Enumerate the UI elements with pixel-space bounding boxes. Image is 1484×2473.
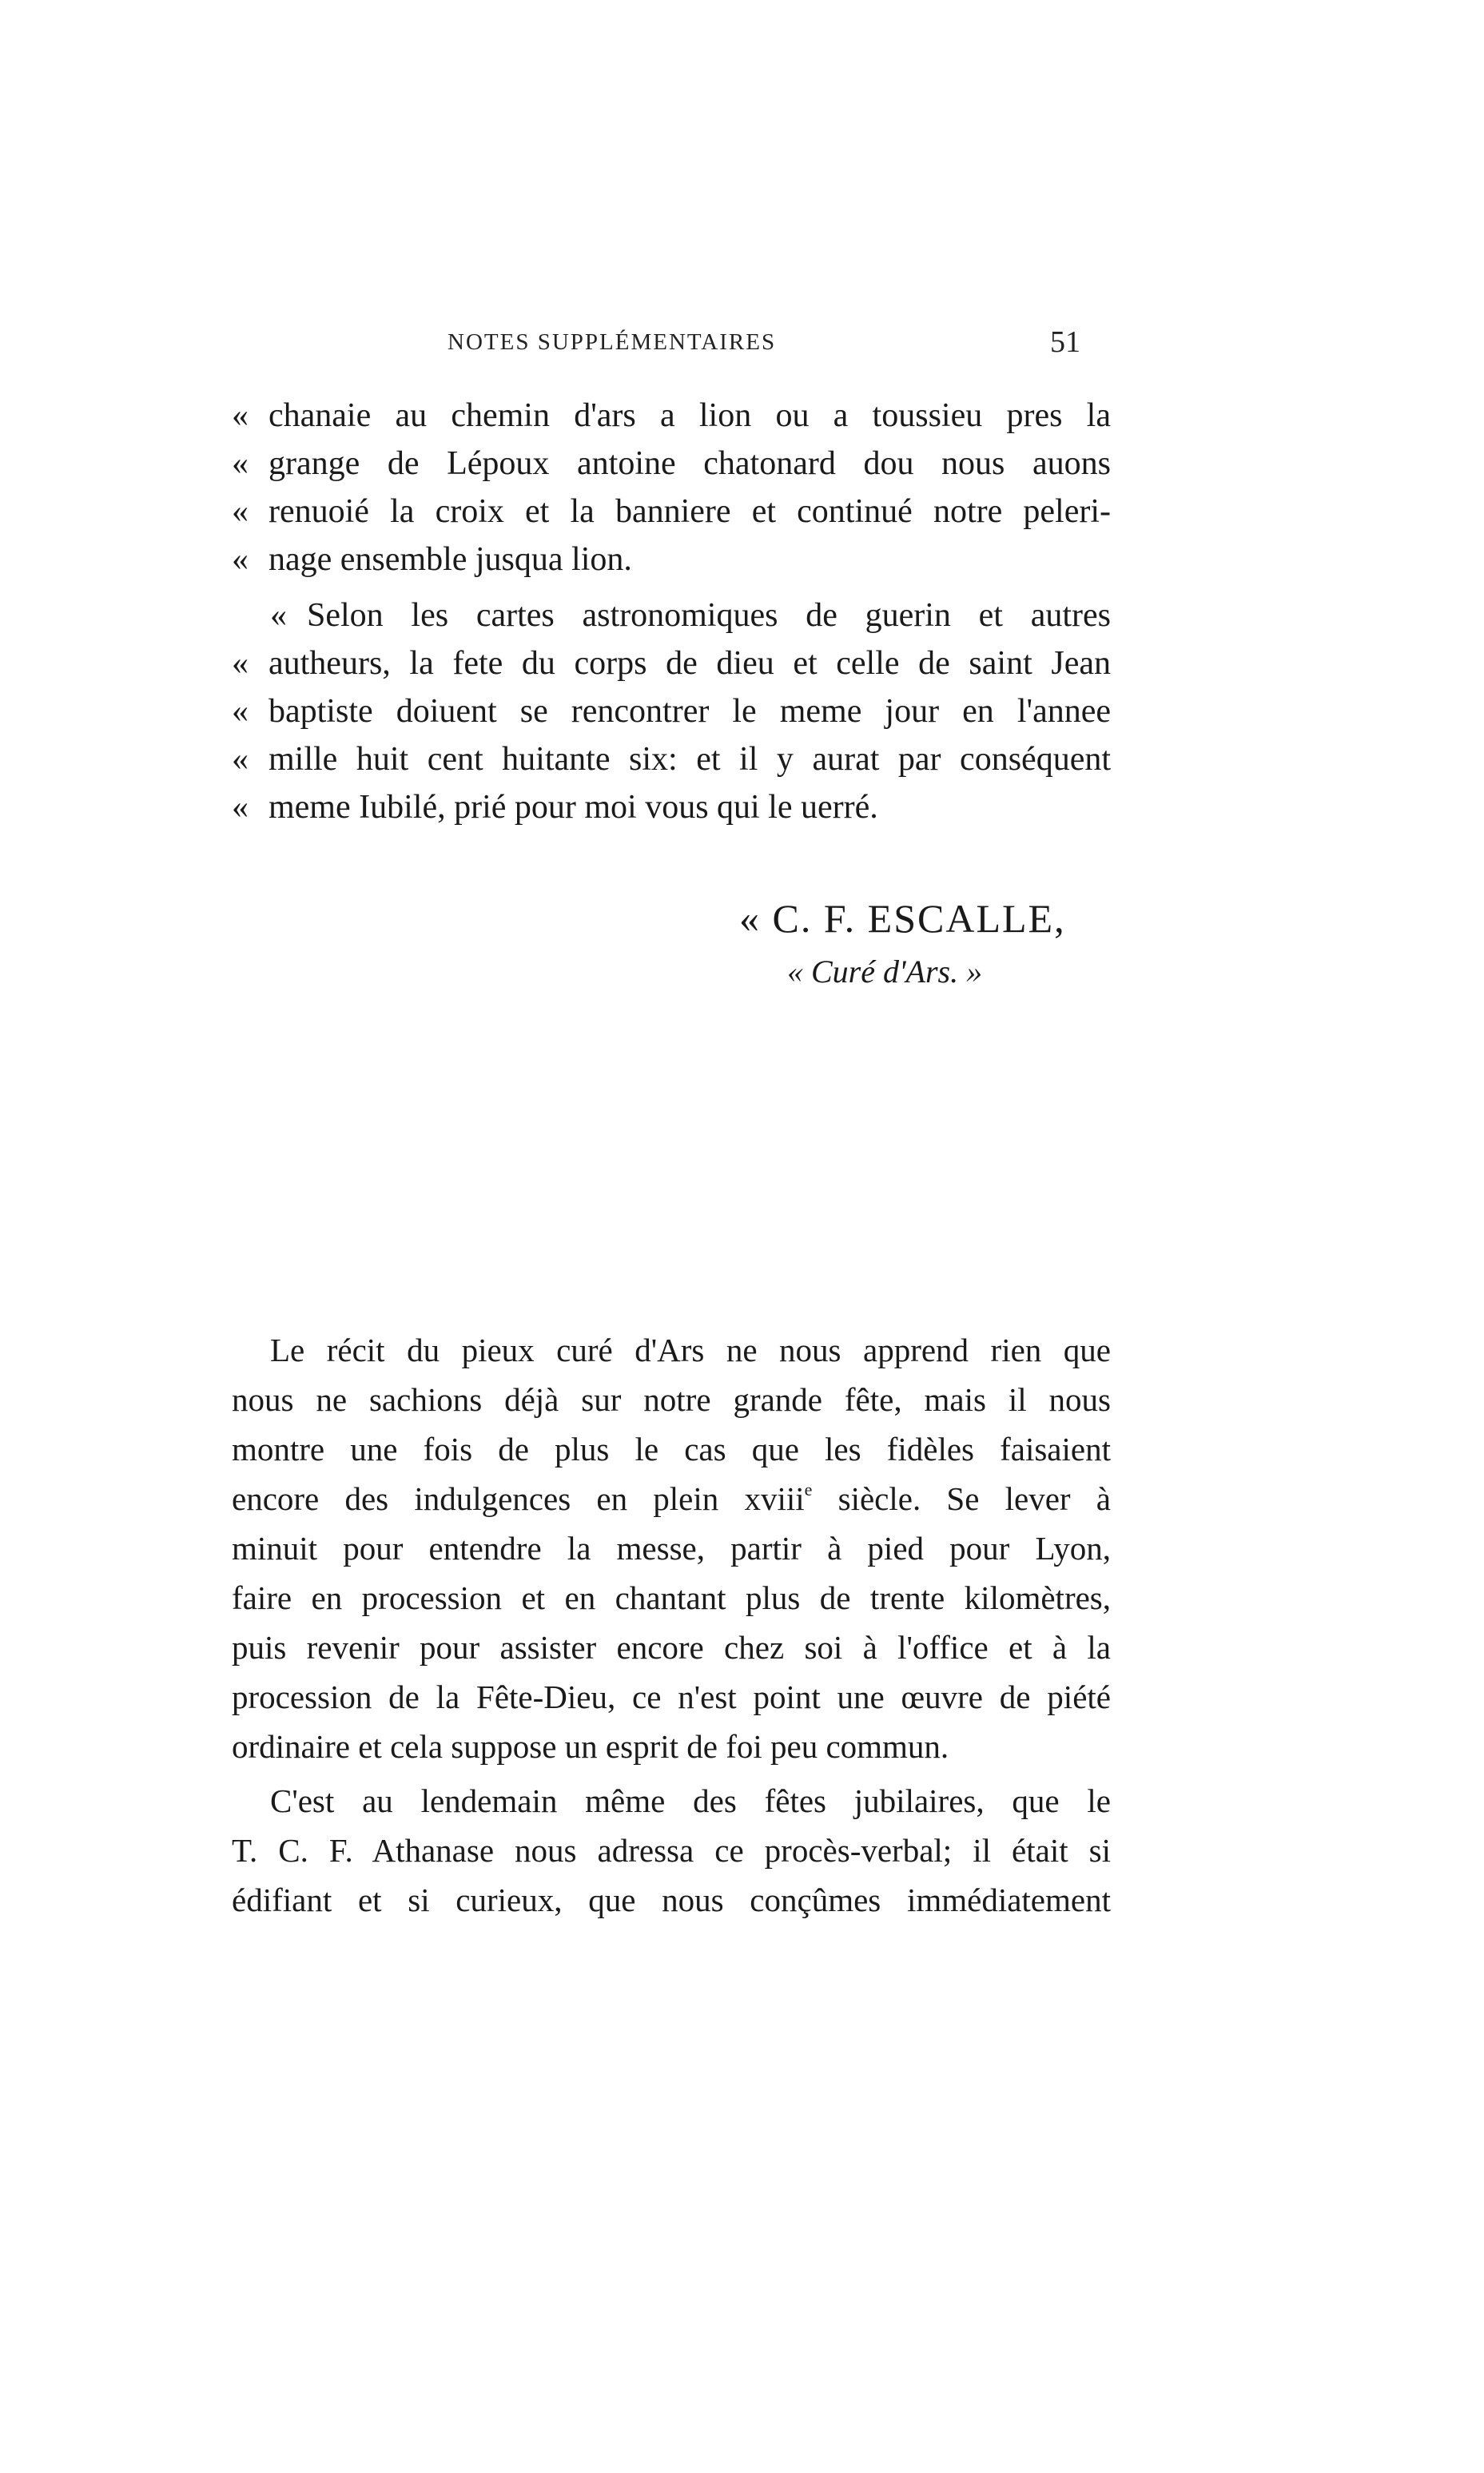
quote-mark: « (232, 645, 249, 682)
body-text (232, 1325, 1111, 1925)
paragraph-line: nous ne sachions déjà sur notre grande fête, mais il nous (232, 1381, 1111, 1418)
quote-mark: « (232, 445, 249, 482)
quote-line (232, 735, 1111, 783)
quote-line (232, 440, 1111, 488)
quote-line-text: grange de Lépoux antoine chatonard dou nous auons (269, 445, 1111, 482)
quote-line (232, 687, 1111, 735)
quote-line (232, 488, 1111, 536)
quote-mark: « (232, 493, 249, 530)
paragraph-line: T. C. F. Athanase nous adressa ce procès-verbal; il était si (232, 1832, 1111, 1869)
paragraph-line: édifiant et si curieux, que nous conçûmes immédiatement (232, 1882, 1111, 1918)
paragraph-line: C'est au lendemain même des fêtes jubilaires, que le (270, 1782, 1111, 1819)
running-head: NOTES SUPPLÉMENTAIRES (448, 329, 777, 355)
paragraph-line: montre une fois de plus le cas que les fidèles faisaient (232, 1431, 1111, 1467)
signature-name: « C. F. ESCALLE, (739, 896, 1066, 941)
quote-line-text: chanaie au chemin d'ars a lion ou a toussieu pres la (269, 397, 1111, 434)
paragraph-line: procession de la Fête-Dieu, ce n'est point une œuvre de piété (232, 1679, 1111, 1715)
paragraph-line: ordinaire et cela suppose un esprit de foi peu commun. (232, 1728, 949, 1765)
quote-mark: « (232, 541, 249, 578)
quote-line-text: renuoié la croix et la banniere et continué notre peleri- (269, 493, 1111, 530)
paragraph-line: faire en procession et en chantant plus de trente kilomètres, (232, 1579, 1111, 1616)
century-superscript: e (804, 1479, 813, 1499)
quote-line-text: Selon les cartes astronomiques de guerin et autres (307, 597, 1111, 634)
quote-line-text: nage ensemble jusqua lion. (269, 541, 632, 578)
quote-mark: « (232, 397, 249, 434)
quote-mark: « (232, 789, 249, 826)
paragraph-line-end: siècle. Se lever à (812, 1480, 1111, 1517)
quote-mark: « (270, 597, 287, 634)
quote-mark: « (232, 741, 249, 778)
quote-line (232, 783, 1111, 831)
paragraph-line (232, 1474, 1111, 1523)
quote-line (232, 639, 1111, 687)
page-number: 51 (1050, 325, 1080, 359)
quote-line (232, 392, 1111, 440)
paragraph-line-start: encore des indulgences en plein xviii (232, 1480, 805, 1517)
quote-line-text: autheurs, la fete du corps de dieu et celle de saint Jean (269, 645, 1111, 682)
paragraph-line: minuit pour entendre la messe, partir à pied pour Lyon, (232, 1530, 1111, 1567)
quote-line-text: mille huit cent huitante six: et il y aurat par conséquent (269, 741, 1111, 778)
quote-mark: « (232, 693, 249, 730)
quote-line (232, 536, 1111, 583)
quoted-letter (232, 392, 1111, 831)
paragraph-line: Le récit du pieux curé d'Ars ne nous apprend rien que (270, 1332, 1111, 1368)
paragraph-line: puis revenir pour assister encore chez soi à l'office et à la (232, 1629, 1111, 1666)
quote-line-text: baptiste doiuent se rencontrer le meme jour en l'annee (269, 693, 1111, 730)
quote-line-text: meme Iubilé, prié pour moi vous qui le uerré. (269, 789, 878, 826)
quote-line (232, 591, 1111, 639)
signature-title: « Curé d'Ars. » (787, 954, 983, 990)
